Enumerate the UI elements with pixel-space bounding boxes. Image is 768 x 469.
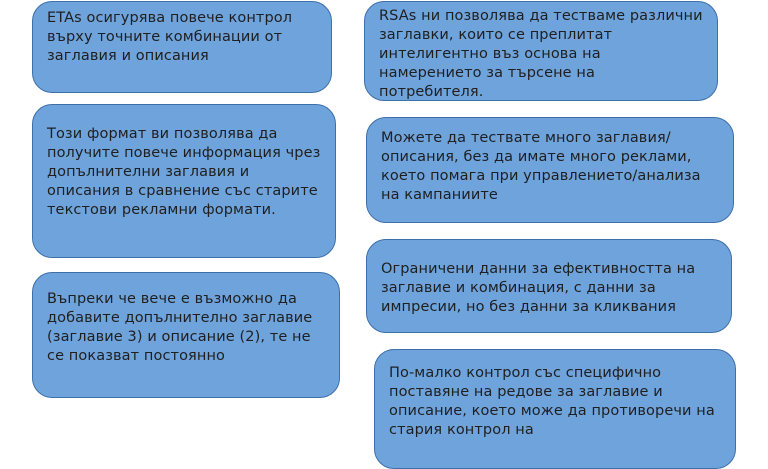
eta-extra-headline-card (32, 272, 340, 398)
rsa-many-headlines-text: Можете да тествате много заглавия/описания, без да имате много реклами, което помага при управлението/анализа на кампаниите (381, 130, 701, 203)
rsa-testing-card (364, 1, 718, 101)
eta-control-text: ETAs осигурява повече контрол върху точните комбинации от заглавия и описания (47, 10, 293, 64)
rsa-less-control-text: По-малко контрол със специфично поставяне на редове за заглавие и описание, което може да противоречи на стария контрол на (389, 365, 715, 438)
rsa-many-headlines-card (366, 117, 734, 223)
rsa-limited-data-text: Ограничени данни за ефективността на заглавие и комбинация, с данни за импресии, но без данни за кликвания (381, 261, 696, 315)
eta-control-card (32, 1, 332, 93)
eta-more-info-card (32, 104, 336, 258)
rsa-less-control-card (374, 349, 736, 469)
rsa-testing-text: RSAs ни позволява да тестваме различни заглавки, които се преплитат интелигентно въз основа на намерението за търсене на потребителя. (379, 8, 703, 100)
rsa-limited-data-card (366, 239, 732, 333)
eta-more-info-text: Този формат ви позволява да получите повече информация чрез допълнителни заглавия и описания в сравнение със старите текстови рекламни формати. (47, 126, 321, 218)
eta-extra-headline-text: Въпреки че вече е възможно да добавите допълнително заглавие (заглавие 3) и описание (2), те не се показват постоянно (47, 291, 313, 364)
